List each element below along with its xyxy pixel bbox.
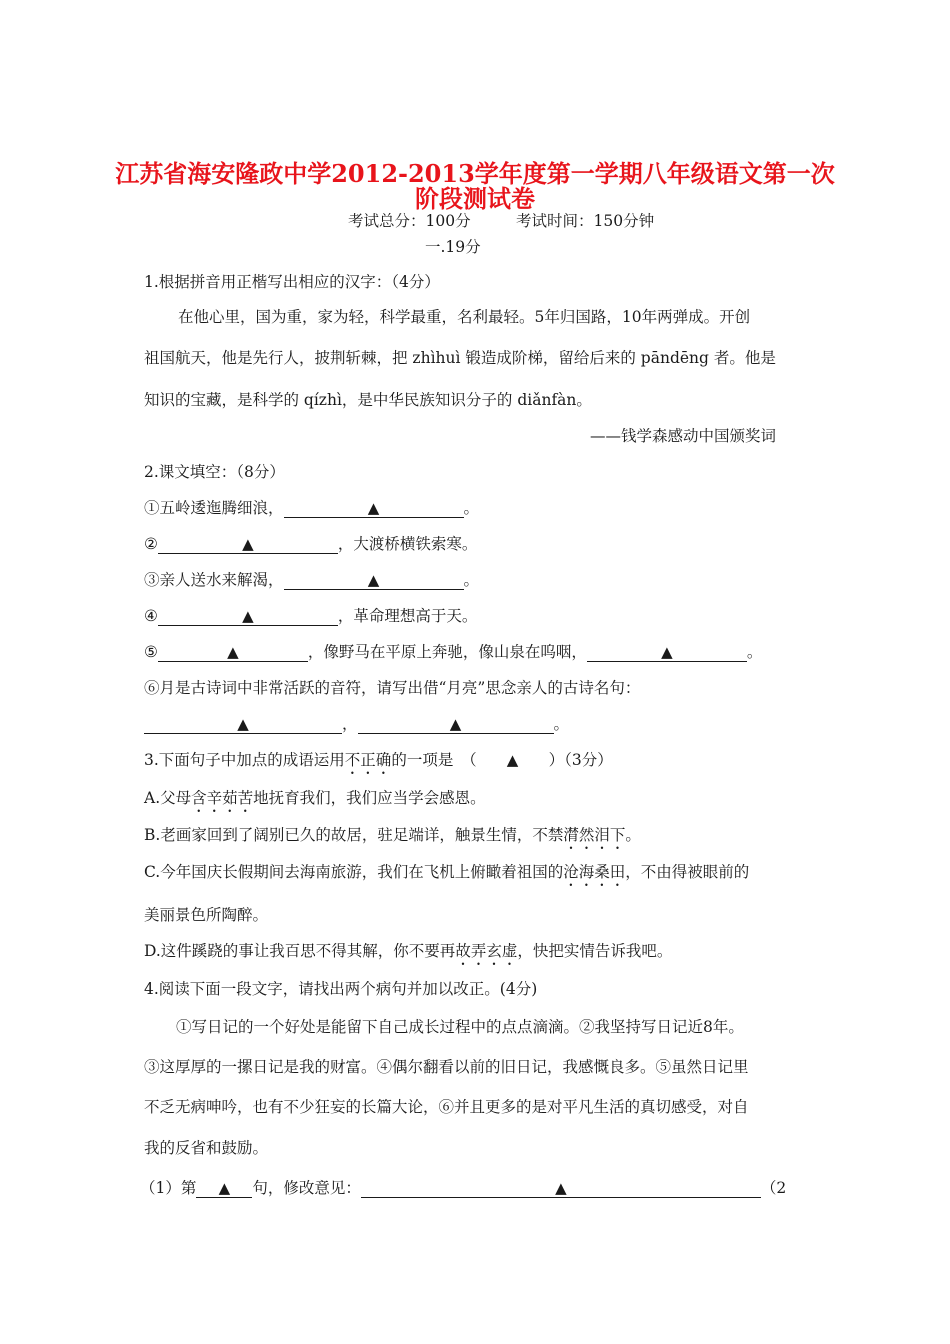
- option-idiom: 潸然泪下: [563, 826, 626, 844]
- q2-item-text: ，革命理想高于天。: [337, 607, 478, 625]
- q3-option-d: [144, 941, 672, 969]
- triangle-marker-icon: ▲: [237, 715, 249, 733]
- option-text: B.老画家回到了阔别已久的故居，驻足端详，触景生情，不禁: [144, 826, 564, 844]
- option-idiom: 含辛茹苦: [191, 789, 254, 807]
- q3-option-c-cont: 美丽景色所陶醉。: [144, 906, 269, 924]
- q3-heading-text: 的一项是 （: [391, 751, 477, 769]
- answer-label: （1）第: [140, 1179, 197, 1197]
- exam-time: 考试时间：150分钟: [516, 212, 655, 230]
- q1-paragraph-line: 祖国航天，他是先行人，披荆斩棘，把 zhìhuì 锻造成阶梯，留给后来的 pāndēng 者。他是: [144, 349, 776, 367]
- option-text: A.父母: [144, 789, 192, 807]
- q3-heading: [144, 750, 613, 778]
- q2-item-text: 。: [463, 571, 480, 589]
- triangle-marker-icon: ▲: [218, 1179, 231, 1197]
- section-heading: 一.19分: [425, 238, 481, 256]
- q3-option-c: [144, 862, 749, 890]
- option-text: D.这件蹊跷的事让我百思不得其解，你不要再: [144, 942, 456, 960]
- q1-paragraph-line: 在他心里，国为重，家为轻，科学最重，名利最轻。5年归国路，10年两弹成。开创: [178, 308, 751, 326]
- q3-option-a: [144, 788, 486, 816]
- triangle-marker-icon: ▲: [242, 607, 254, 625]
- option-text: 。: [625, 826, 641, 844]
- q2-item-text: ②: [144, 535, 158, 553]
- q4-answer-1: [140, 1178, 786, 1198]
- q2-item-4: [144, 606, 477, 626]
- answer-blank[interactable]: [158, 535, 338, 554]
- q4-heading: 4.阅读下面一段文字，请找出两个病句并加以改正。(4分): [144, 980, 538, 998]
- q4-paragraph-line: 不乏无病呻吟，也有不少狂妄的长篇大论，⑥并且更多的是对平凡生活的真切感受，对自: [144, 1098, 749, 1116]
- q4-paragraph-line: 我的反省和鼓励。: [144, 1139, 269, 1157]
- exam-title-line1: 江苏省海安隆政中学2012-2013学年度第一学期八年级语文第一次: [115, 159, 835, 188]
- q2-item-5: [144, 642, 762, 662]
- triangle-marker-icon: ▲: [555, 1179, 567, 1197]
- q4-paragraph-line: ③这厚厚的一摞日记是我的财富。④偶尔翻看以前的旧日记，我感慨良多。⑤虽然日记里: [144, 1058, 749, 1076]
- answer-blank[interactable]: [144, 715, 342, 734]
- q2-item-text: ，大渡桥横铁索寒。: [337, 535, 478, 553]
- q3-option-b: [144, 825, 641, 853]
- q2-item-text: 。: [746, 643, 763, 661]
- q2-item-6: ⑥月是古诗词中非常活跃的音符，请写出借“月亮”思念亲人的古诗名句：: [144, 679, 641, 697]
- q3-heading-text: 3.下面句子中加点的成语运用: [144, 751, 345, 769]
- answer-blank[interactable]: [361, 1179, 761, 1198]
- option-text: ，快把实情告诉我吧。: [517, 942, 673, 960]
- q2-item-text: ①五岭逶迤腾细浪，: [144, 499, 284, 517]
- exam-title-line2: 阶段测试卷: [415, 184, 535, 213]
- q1-heading: 1.根据拼音用正楷写出相应的汉字：（4分）: [144, 273, 440, 291]
- q2-item-text: ④: [144, 607, 158, 625]
- q2-item-3: [144, 570, 479, 590]
- q2-item-text: ③亲人送水来解渴，: [144, 571, 284, 589]
- answer-blank[interactable]: [158, 643, 308, 662]
- triangle-marker-icon: ▲: [449, 715, 462, 733]
- answer-label: 句，修改意见：: [252, 1179, 361, 1197]
- option-text: C.今年国庆长假期间去海南旅游，我们在飞机上俯瞰着祖国的: [144, 863, 564, 881]
- answer-blank[interactable]: [284, 571, 464, 590]
- q2-item-1: [144, 498, 479, 518]
- q2-item-6-answers: [144, 714, 569, 734]
- answer-slot[interactable]: [477, 750, 549, 770]
- q2-item-text: 。: [553, 715, 570, 733]
- q2-item-text: ，像野马在平原上奔驰，像山泉在呜咽，: [307, 643, 587, 661]
- triangle-marker-icon: ▲: [227, 643, 239, 661]
- exam-total-score: 考试总分：100分: [348, 212, 471, 230]
- option-text: 地抚育我们，我们应当学会感恩。: [253, 789, 486, 807]
- answer-blank[interactable]: [158, 607, 338, 626]
- q2-item-2: [144, 534, 477, 554]
- triangle-marker-icon: ▲: [661, 643, 673, 661]
- answer-blank[interactable]: [587, 643, 747, 662]
- q3-heading-text: ）（3分）: [548, 751, 613, 769]
- q1-source: ——钱学森感动中国颁奖词: [590, 427, 777, 445]
- option-idiom: 沧海桑田: [563, 863, 626, 881]
- triangle-marker-icon: ▲: [367, 571, 380, 589]
- answer-blank[interactable]: [358, 715, 554, 734]
- q4-paragraph-line: ①写日记的一个好处是能留下自己成长过程中的点点滴滴。②我坚持写日记近8年。: [176, 1018, 744, 1036]
- answer-blank[interactable]: [284, 499, 464, 518]
- q2-heading: 2.课文填空：（8分）: [144, 463, 285, 481]
- q2-item-text: ，: [342, 715, 358, 733]
- q2-item-text: ⑤: [144, 643, 158, 661]
- q3-heading-emphasis: 不正确: [344, 751, 392, 769]
- answer-label: （2: [760, 1179, 787, 1197]
- q2-item-text: 。: [463, 499, 480, 517]
- triangle-marker-icon: ▲: [367, 499, 380, 517]
- option-text: ，不由得被眼前的: [625, 863, 750, 881]
- answer-blank[interactable]: [196, 1179, 252, 1198]
- q1-paragraph-line: 知识的宝藏，是科学的 qízhì，是中华民族知识分子的 diǎnfàn。: [144, 391, 592, 409]
- triangle-marker-icon: ▲: [242, 535, 254, 553]
- option-idiom: 故弄玄虚: [455, 942, 518, 960]
- triangle-marker-icon: ▲: [506, 751, 519, 769]
